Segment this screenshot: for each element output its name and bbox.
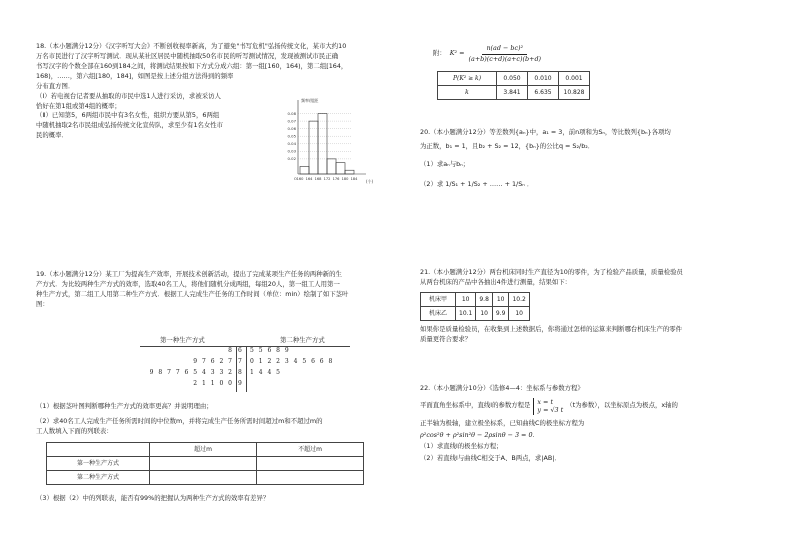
q22-line-2a: 平面直角坐标系中，直线l的参数方程是 xyxy=(420,401,531,410)
frequency-histogram xyxy=(276,96,406,186)
q18-line-4: 168)，……，第六组[180，184]，如图是按上述分组方法得到的频率 xyxy=(36,71,234,80)
q19-line-1: 19.（本小题满分12分）某工厂为提高生产效率，开展技术创新活动，提出了完成某项生产任务的两种新的生 xyxy=(36,270,342,278)
x-axis-label: (个) xyxy=(366,179,374,184)
table-cell: 3.841 xyxy=(497,85,528,99)
q22-equation: ρ²cos²θ + ρ²sin²θ − 2ρsinθ − 3 = 0． xyxy=(420,430,539,439)
table-cell: 不超过m xyxy=(257,443,364,457)
q19-line-3: 种生产方式，第二组工人用第二种生产方式．根据工人完成生产任务的工作时间（单位：min）绘制了如下茎叶 xyxy=(36,289,349,298)
q20-block xyxy=(420,128,765,190)
q19-part-3-wrap xyxy=(36,494,416,504)
stem-divider-left xyxy=(236,346,237,392)
y-axis-label: 频率/组距 xyxy=(301,98,319,103)
q19-part-3: （3）根据（2）中的列联表，能否有99%的把握认为两种生产方式的效率有差异？ xyxy=(36,494,270,502)
q22-part-2: （2）若直线l与曲线C相交于A、B两点，求|AB|． xyxy=(420,454,561,463)
q22-line-1: 22.（本小题满分10分）《选修4—4：坐标系与参数方程》 xyxy=(420,384,584,392)
q22-block xyxy=(420,384,765,464)
x-tick-label: 176 xyxy=(332,177,340,181)
formula-denominator: (a+b)(c+d)(a+c)(b+d) xyxy=(468,54,542,63)
table-cell: k xyxy=(438,85,497,99)
x-tick-label: 168 xyxy=(314,177,322,181)
table-cell xyxy=(47,443,150,457)
q18-part-1a: （Ⅰ）若电视台记者要从抽取的市民中选1人进行采访，求被采访人 xyxy=(36,91,221,100)
param-eq-1: x = t xyxy=(537,397,554,406)
q20-part-2: （2）求 1/S₁ + 1/S₂ + …… + 1/Sₙ ． xyxy=(420,179,534,188)
histogram-bar xyxy=(345,170,354,174)
y-tick-label: 0.02 xyxy=(287,156,296,162)
critical-value-table xyxy=(437,71,590,100)
y-tick-label: 0.08 xyxy=(287,110,296,116)
right-leaves: 0 1 2 2 3 4 5 6 6 8 xyxy=(250,358,333,365)
left-title: 第一种生产方式 xyxy=(160,336,205,344)
x-tick-label: 184 xyxy=(350,177,358,181)
formula-prefix: 附： xyxy=(433,49,446,58)
table-cell: 10.828 xyxy=(559,85,590,99)
y-tick-label: 0.06 xyxy=(287,125,296,131)
q21-block xyxy=(420,268,765,345)
param-system xyxy=(533,398,563,415)
table-cell: 10 xyxy=(509,306,529,320)
left-leaves: 2 1 1 0 0 xyxy=(193,380,232,387)
q18-part-2a: （Ⅱ）已知第5，6两组市民中有3名女性，组织方要从第5，6两组 xyxy=(36,111,220,120)
table-cell: 0.010 xyxy=(528,71,559,85)
right-leaves: 5 5 6 8 9 xyxy=(250,347,289,354)
table-cell: 机床甲 xyxy=(421,292,456,306)
q21-line-2: 从两台机床的产品中各抽出4件进行测量，结果如下： xyxy=(420,277,572,286)
table-cell xyxy=(257,471,364,485)
stem: 9 xyxy=(238,380,242,387)
q19-part-2b: 工人数填入下面的列联表： xyxy=(36,426,113,435)
formula-k2: K² = xyxy=(449,49,465,58)
q19-line-4: 图： xyxy=(36,299,49,308)
q22-line-2b: （t为参数），以坐标原点为极点，x轴的 xyxy=(566,401,678,410)
table-cell xyxy=(150,471,257,485)
q18-line-5: 分布直方图． xyxy=(36,81,75,90)
q19-line-2: 产方式．为比较两种生产方式的效率，选取40名工人，将他们随机分成两组，每组20人，第一组工人用第一 xyxy=(36,279,340,288)
q21-line-3: 如果你是质量检验员，在收集到上述数据后，你将通过怎样的运算来判断哪台机床生产的零件 xyxy=(420,324,683,333)
q19-block xyxy=(36,270,416,310)
q21-line-4: 质量更符合要求？ xyxy=(420,334,472,343)
table-cell: 第一种生产方式 xyxy=(47,457,150,471)
x-tick-label: 160 xyxy=(296,177,304,181)
table-cell xyxy=(150,457,257,471)
table-cell: 0.050 xyxy=(497,71,528,85)
q18-line-3: 书写汉字的个数全部在160到184之间，将测试结果按如下方式分成六组：第一组[160，164)，第二组[164， xyxy=(36,61,348,70)
table-cell: 第二种生产方式 xyxy=(47,471,150,485)
stem-divider-right xyxy=(246,346,247,392)
table-cell xyxy=(257,457,364,471)
table-cell: 超过m xyxy=(150,443,257,457)
q19-part-2a: （2）求40名工人完成生产任务所需时间的中位数m，并将完成生产任务所需时间超过m和不超过m的 xyxy=(36,416,323,425)
q18-line-1: 18.（本小题满分12分）《汉字听写大会》不断创收视率新高，为了避免"书写危机"弘扬传统文化，某市大约10 xyxy=(36,42,347,50)
table-cell: 10 xyxy=(456,292,476,306)
contingency-table xyxy=(46,442,364,485)
y-tick-label: 0.04 xyxy=(287,141,296,147)
q22-part-1: （1）求直线l的极坐标方程； xyxy=(420,442,503,451)
histogram-bar xyxy=(336,163,345,174)
q21-line-1: 21.（本小题满分12分）两台机床同时生产直径为10的零件，为了检验产品质量，质量检验员 xyxy=(420,268,683,276)
right-title: 第二种生产方式 xyxy=(280,336,325,344)
stem: 6 xyxy=(238,347,242,354)
q20-line-1: 20.（本小题满分12分）等差数列{aₙ}中，a₁ = 3，前n项和为Sₙ，等比数列{bₙ}各项均 xyxy=(420,128,671,136)
table-cell: 9.8 xyxy=(476,292,493,306)
x-tick-label: 164 xyxy=(305,177,313,181)
q18-part-2b: 中随机抽取2名市民组成弘扬传统文化宣传队，求至少有1名女性市 xyxy=(36,121,224,130)
histogram-bar xyxy=(327,159,336,174)
stem: 7 xyxy=(238,358,242,365)
x-tick-label: 172 xyxy=(323,177,331,181)
q18-part-1b: 恰好在第1组或第4组的概率； xyxy=(36,101,121,110)
q22-line-3: 正半轴为极轴，建立极坐标系，已知曲线C的极坐标方程为 xyxy=(420,418,585,427)
right-leaves: 1 4 4 5 xyxy=(250,369,280,376)
y-tick-label: 0.07 xyxy=(287,118,296,124)
origin-label: O xyxy=(294,177,297,181)
y-tick-label: 0.05 xyxy=(287,133,296,139)
machine-table xyxy=(420,292,530,321)
q20-line-2: 为正数，b₁ = 1，且b₂ + S₂ = 12，{bₙ}的公比q = S₂/b₂． xyxy=(420,141,595,150)
q20-part-1: （1）求aₙ与bₙ； xyxy=(420,159,470,168)
stem: 8 xyxy=(238,369,242,376)
table-cell: 10.1 xyxy=(456,306,476,320)
left-leaves: 8 xyxy=(228,347,232,354)
table-cell: 0.001 xyxy=(559,71,590,85)
q19-parts xyxy=(36,402,416,437)
y-tick-label: 0.03 xyxy=(287,148,296,154)
formula-numerator: n(ad − bc)² xyxy=(482,44,527,55)
q18-part-2c: 民的概率． xyxy=(36,131,68,140)
q19-part-1: （1）根据茎叶图判断哪种生产方式的效率更高？并说明理由； xyxy=(36,402,213,410)
table-cell: 机床乙 xyxy=(421,306,456,320)
table-cell: P(K² ≥ k) xyxy=(438,71,497,85)
left-leaves: 9 7 6 2 7 xyxy=(193,358,232,365)
q22-line-2 xyxy=(420,398,765,415)
table-cell: 9.9 xyxy=(492,306,509,320)
q18-line-2: 万名市民进行了汉字听写测试．现从某社区居民中随机抽取50名市民的听写测试情况，发现被测试市民正确 xyxy=(36,51,339,60)
stem-leaf-plot xyxy=(100,336,360,396)
table-cell: 10 xyxy=(476,306,493,320)
histogram-bar xyxy=(309,121,318,174)
reference-formula xyxy=(433,44,763,100)
left-leaves: 9 8 7 7 6 5 4 3 3 2 xyxy=(149,369,232,376)
plot-top-rule xyxy=(140,346,350,347)
table-cell: 6.635 xyxy=(528,85,559,99)
x-tick-label: 180 xyxy=(341,177,349,181)
table-cell: 10 xyxy=(492,292,509,306)
table-cell: 10.2 xyxy=(509,292,529,306)
param-eq-2: y = √3 t xyxy=(537,406,564,415)
histogram-bar xyxy=(300,166,309,174)
formula-fraction xyxy=(469,44,542,65)
